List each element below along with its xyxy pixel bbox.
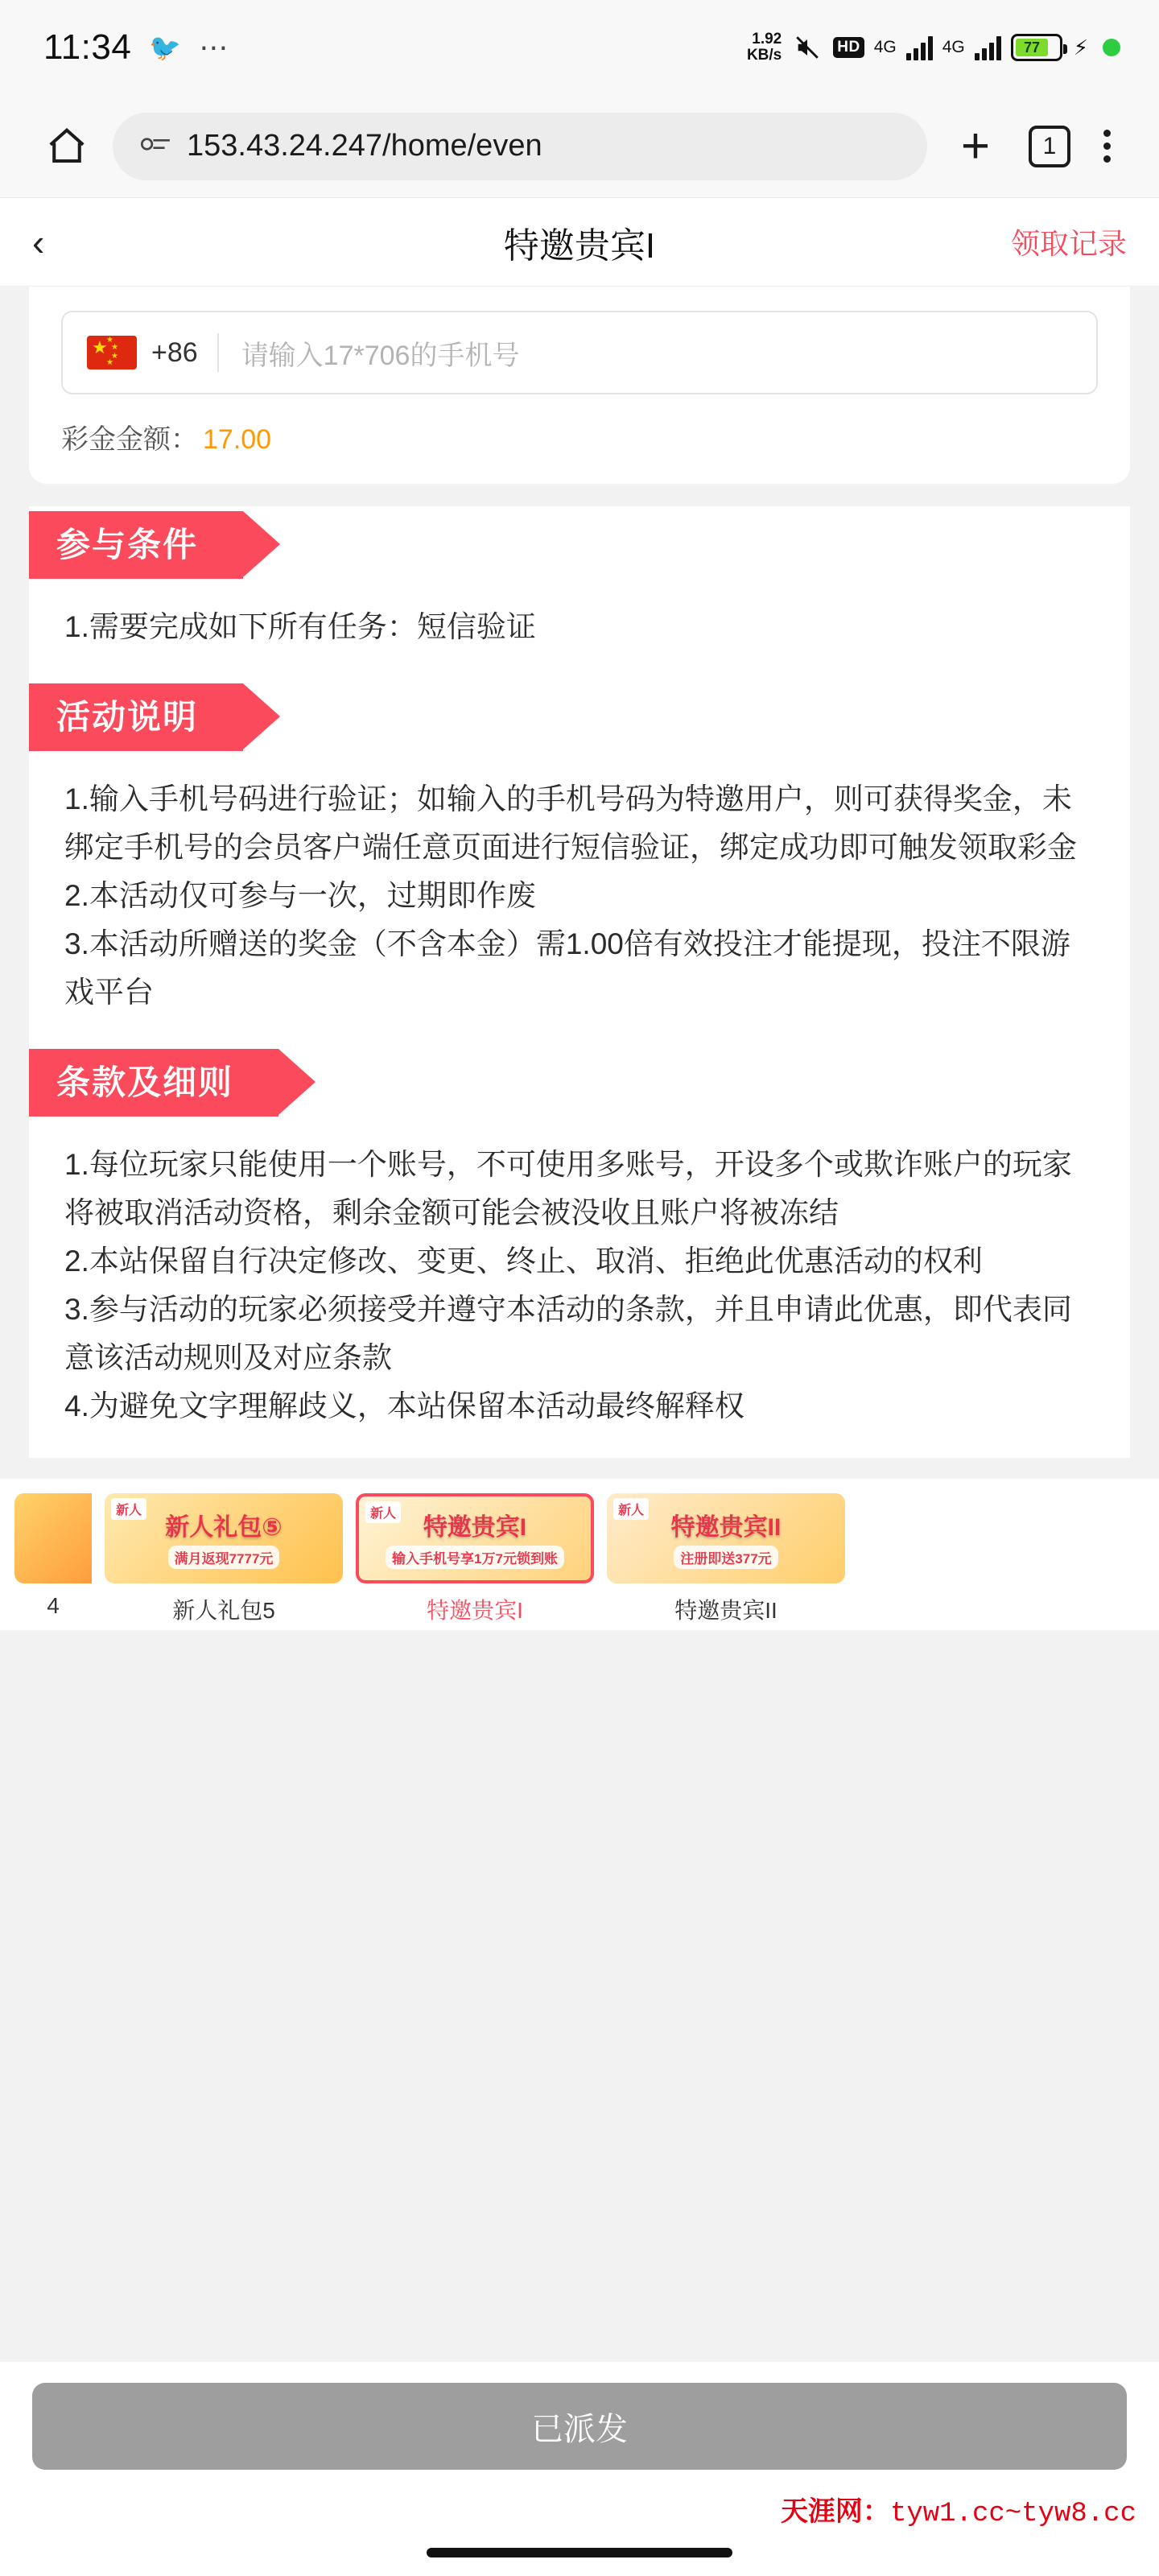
promo-caption: 特邀贵宾I — [427, 1597, 523, 1623]
section-activity-description — [29, 679, 1130, 1044]
back-chevron-icon[interactable]: ‹ — [32, 221, 45, 263]
net-speed-unit: KB/s — [746, 47, 782, 64]
promo-banner-item[interactable] — [607, 1493, 845, 1625]
claim-records-link[interactable]: 领取记录 — [1010, 227, 1127, 260]
phone-verify-card — [29, 287, 1130, 484]
section-line: 3.参与活动的玩家必须接受并遵守本活动的条款，并且申请此优惠，即代表同意该活动规则及对应条款 — [64, 1292, 1072, 1374]
bonus-amount-label: 彩金金额： — [61, 424, 198, 455]
promo-banner-item[interactable] — [105, 1493, 343, 1625]
phone-input[interactable]: 请输入17*706的手机号 — [241, 340, 520, 371]
promo-tag: 新人 — [365, 1501, 401, 1523]
watermark-urls: tyw1.cc~tyw8.cc — [889, 2499, 1136, 2529]
promo-banner-item-selected[interactable] — [356, 1493, 594, 1625]
ribbon-wrap-2 — [29, 679, 1130, 751]
section-line: 4.为避免文字理解歧义，本站保留本活动最终解释权 — [64, 1389, 744, 1422]
status-clock: 11:34 — [43, 27, 132, 67]
promo-caption: 新人礼包5 — [172, 1597, 275, 1623]
section-line: 1.需要完成如下所有任务：短信验证 — [64, 610, 536, 644]
promo-banner-carousel[interactable] — [0, 1479, 1159, 1630]
site-info-icon[interactable] — [137, 132, 172, 160]
flag-star-5: ★ — [106, 358, 113, 367]
system-nav-bar[interactable] — [0, 2529, 1159, 2576]
flag-star-1: ★ — [92, 337, 108, 357]
hd-icon: HD — [833, 37, 864, 58]
promo-subtitle: 注册即送377元 — [674, 1546, 777, 1569]
flag-star-4: ★ — [111, 352, 118, 361]
section-terms — [29, 1044, 1130, 1458]
home-icon[interactable] — [32, 125, 101, 168]
promo-thumb-3[interactable] — [356, 1493, 594, 1583]
url-text: 153.43.24.247/home/even — [187, 129, 542, 163]
section-line: 2.本活动仅可参与一次，过期即作废 — [64, 879, 536, 912]
promo-caption: 4 — [47, 1592, 60, 1618]
status-bar-right — [747, 31, 1120, 64]
ribbon-wrap-1 — [29, 506, 1130, 579]
page-title: 特邀贵宾I — [503, 225, 656, 266]
section-title-terms: 条款及细则 — [29, 1049, 278, 1117]
status-bar-left — [43, 27, 229, 68]
status-bar — [0, 0, 1159, 95]
status-dot-icon — [1103, 39, 1120, 56]
promo-thumb-2[interactable] — [105, 1493, 343, 1583]
footer-bar — [0, 2362, 1159, 2484]
tab-counter-button[interactable]: 1 — [1029, 126, 1070, 167]
address-bar[interactable] — [113, 113, 927, 180]
browser-toolbar — [0, 95, 1159, 198]
promo-subtitle: 输入手机号享1万7元锁到账 — [386, 1546, 564, 1569]
net-speed-value: 1.92 — [752, 31, 782, 48]
bonus-amount-row — [61, 417, 1098, 456]
new-tab-button[interactable]: + — [960, 118, 991, 174]
section-participation — [29, 506, 1130, 679]
promo-tag: 新人 — [111, 1498, 146, 1520]
more-dots-icon: ⋯ — [199, 31, 230, 64]
ribbon-wrap-3 — [29, 1044, 1130, 1117]
network-label-1: 4G — [873, 38, 897, 56]
field-divider — [217, 333, 219, 372]
signal-icon-2 — [975, 35, 1001, 60]
section-body-activity — [29, 751, 1130, 1044]
promo-title: 新人礼包⑤ — [165, 1514, 283, 1542]
section-line: 1.每位玩家只能使用一个账号，不可使用多账号，开设多个或欺诈账户的玩家将被取消活动资格，剩余金额可能会被没收且账户将被冻结 — [64, 1147, 1072, 1229]
china-flag-icon — [87, 336, 137, 369]
net-speed — [747, 31, 782, 64]
promo-thumb-4[interactable] — [607, 1493, 845, 1583]
page-header — [0, 198, 1159, 287]
page-content — [0, 287, 1159, 2362]
home-indicator[interactable] — [427, 2548, 732, 2557]
section-line: 2.本站保留自行决定修改、变更、终止、取消、拒绝此优惠活动的权利 — [64, 1244, 983, 1278]
section-gap-1 — [0, 484, 1159, 506]
section-line: 3.本活动所赠送的奖金（不含本金）需1.00倍有效投注才能提现，投注不限游戏平台 — [64, 927, 1070, 1009]
charging-bolt-icon: ⚡ — [1073, 35, 1088, 60]
promo-caption: 特邀贵宾II — [674, 1597, 777, 1623]
country-code[interactable]: +86 — [151, 336, 198, 368]
promo-title: 特邀贵宾I — [423, 1514, 527, 1542]
bird-icon: 🐦 — [149, 33, 182, 62]
battery-percent: 77 — [1016, 39, 1049, 56]
watermark-brand: 天涯网： — [780, 2496, 890, 2527]
network-label-2: 4G — [942, 38, 965, 56]
promo-title: 特邀贵宾II — [670, 1514, 782, 1542]
kebab-menu-icon[interactable] — [1087, 130, 1127, 163]
signal-icon-1 — [906, 35, 933, 60]
promo-thumb-inner — [386, 1507, 564, 1569]
promo-subtitle: 满月返现7777元 — [168, 1546, 280, 1569]
flag-star-3: ★ — [111, 343, 118, 352]
promo-thumb-inner — [671, 1507, 782, 1569]
claim-button[interactable]: 已派发 — [32, 2383, 1127, 2470]
phone-input-row[interactable] — [61, 311, 1098, 394]
promo-thumb-inner — [165, 1507, 282, 1569]
promo-thumb-1[interactable] — [14, 1493, 92, 1583]
bonus-amount-value: 17.00 — [203, 424, 272, 455]
section-body-terms — [29, 1117, 1130, 1458]
watermark — [0, 2484, 1159, 2529]
promo-tag: 新人 — [613, 1498, 649, 1520]
section-title-participation: 参与条件 — [29, 511, 243, 579]
section-body-participation — [29, 579, 1130, 679]
flag-star-2: ★ — [106, 336, 113, 345]
promo-banner-item[interactable] — [14, 1493, 92, 1619]
section-line: 1.输入手机号码进行验证；如输入的手机号码为特邀用户，则可获得奖金，未绑定手机号的会员客户端任意页面进行短信验证，绑定成功即可触发领取彩金 — [64, 782, 1077, 865]
battery-icon — [1011, 34, 1062, 61]
mute-icon — [791, 34, 823, 61]
section-title-activity: 活动说明 — [29, 683, 243, 751]
